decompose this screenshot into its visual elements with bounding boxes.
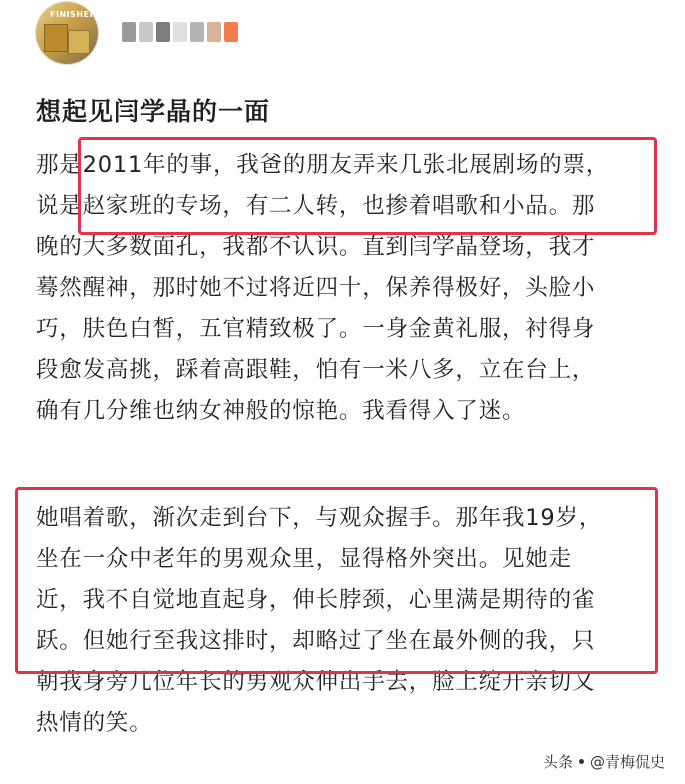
text-line: 热情的笑。 (36, 710, 153, 736)
text-line: 确有几分维也纳女神般的惊艳。我看得入了迷。 (36, 398, 526, 424)
blur-block (207, 22, 221, 42)
watermark (543, 751, 665, 772)
blur-block (173, 22, 187, 42)
post-header (0, 0, 685, 80)
text-line: 她唱着歌，渐次走到台下，与观众握手。那年我19岁， (36, 505, 603, 531)
avatar[interactable] (36, 2, 98, 64)
paragraph-2 (36, 498, 602, 744)
post-title: 想起见闫学晶的一面 (36, 97, 271, 126)
text-line: 巧，肤色白皙，五官精致极了。一身金黄礼服，衬得身 (36, 316, 596, 342)
blur-block (156, 22, 170, 42)
text-line: 晚的大多数面孔，我都不认识。直到闫学晶登场，我才 (36, 234, 596, 260)
text-line: 跃。但她行至我这排时，却略过了坐在最外侧的我，只 (36, 628, 596, 654)
text-line: 段愈发高挑，踩着高跟鞋，怕有一米八多，立在台上， (36, 357, 596, 383)
blur-block (139, 22, 153, 42)
text-line: 朝我身旁几位年长的男观众伸出手去，脸上绽开亲切又 (36, 669, 596, 695)
text-line: 那是2011年的事，我爸的朋友弄来几张北展剧场的票， (36, 152, 610, 178)
text-line: 近，我不自觉地直起身，伸长脖颈，心里满是期待的雀 (36, 587, 596, 613)
text-line: 蓦然醒神，那时她不过将近四十，保养得极好，头脸小 (36, 275, 596, 301)
watermark-author: @青梅侃史 (589, 753, 665, 771)
dot-icon (579, 759, 584, 764)
blur-block (190, 22, 204, 42)
avatar-sign: FINISHER (50, 10, 97, 19)
avatar-box-shape (44, 24, 68, 52)
text-line: 说是赵家班的专场，有二人转，也掺着唱歌和小品。那 (36, 193, 596, 219)
blur-block (224, 22, 238, 42)
paragraph-1 (36, 145, 609, 432)
text-line: 坐在一众中老年的男观众里，显得格外突出。见她走 (36, 546, 572, 572)
username-blurred[interactable] (122, 20, 238, 44)
avatar-box-shape (68, 30, 90, 54)
watermark-brand: 头条 (542, 753, 573, 771)
blur-block (122, 22, 136, 42)
